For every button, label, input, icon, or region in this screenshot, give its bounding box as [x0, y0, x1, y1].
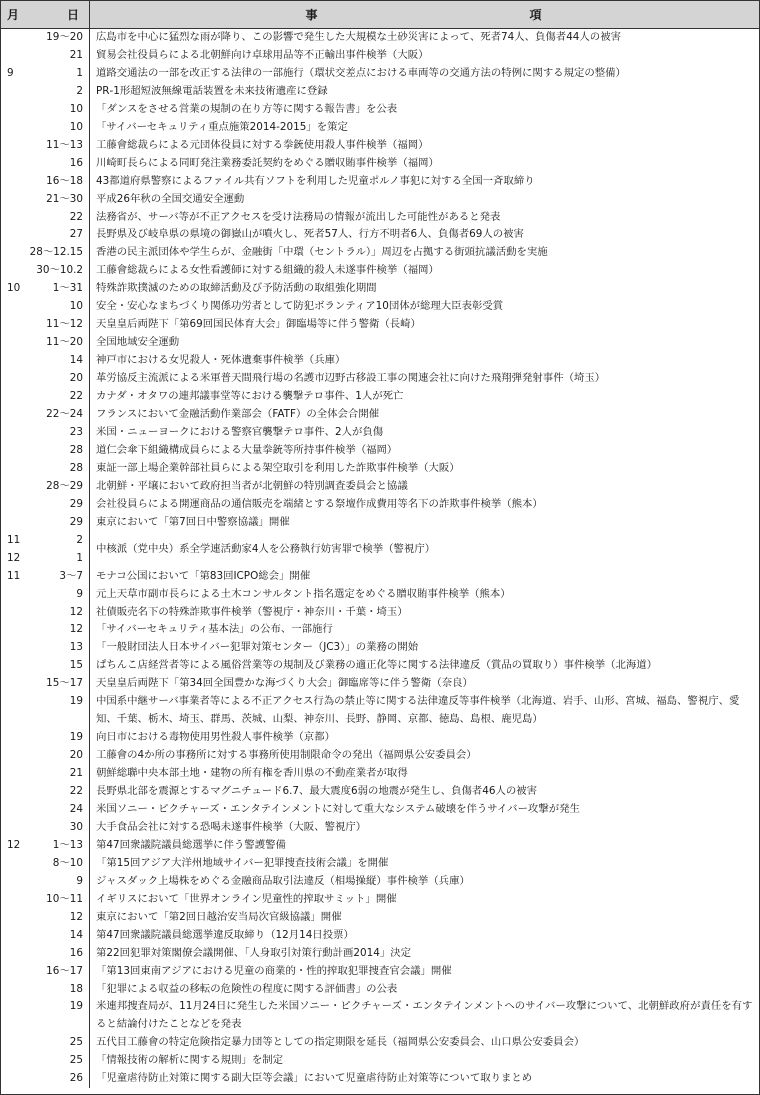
- event-cell: PR‐1形超短波無線電話装置を未来技術遺産に登録: [96, 84, 328, 97]
- table-row: [1, 568, 759, 586]
- date-cell: [1, 1034, 90, 1052]
- table-row: [1, 783, 759, 801]
- table-row: [1, 173, 759, 191]
- month-day-header: [1, 1, 90, 29]
- day-value: 15: [69, 659, 83, 672]
- date-cell: [1, 998, 90, 1034]
- day-value: 19: [69, 695, 83, 708]
- event-cell: 「犯罪による収益の移転の危険性の程度に関する評価書」の公表: [96, 982, 398, 995]
- day-value: 28: [69, 461, 83, 474]
- day-value: 10: [69, 300, 83, 313]
- date-cell: [1, 783, 90, 801]
- event-cell: 「サイバーセキュリティ重点施策2014‐2015」を策定: [96, 120, 348, 133]
- event-cell: 神戸市における女児殺人・死体遺棄事件検挙（兵庫）: [96, 354, 346, 367]
- date-cell: [1, 119, 90, 137]
- day-value: 2: [76, 84, 83, 97]
- event-cell: 長野県北部を震源とするマグニチュード6.7、最大震度6弱の地震が発生し、負傷者46人の被害: [96, 785, 538, 798]
- date-cell: [1, 442, 90, 460]
- event-cell: 東京において「第7回日中警察協議」開催: [96, 515, 290, 528]
- table-row: [1, 675, 759, 693]
- table-header-row: [1, 1, 759, 29]
- table-row: [1, 119, 759, 137]
- table-row: [1, 29, 759, 47]
- date-cell: [1, 209, 90, 227]
- day-value: 28～29: [46, 479, 83, 492]
- table-row: [1, 963, 759, 981]
- date-cell: [1, 1052, 90, 1070]
- day-value: 20: [69, 372, 83, 385]
- date-cell: [1, 478, 90, 496]
- event-cell: 社債販売名下の特殊詐欺事件検挙（警視庁・神奈川・千葉・埼玉）: [96, 605, 408, 618]
- day-value: 1: [76, 66, 83, 79]
- table-row: [1, 47, 759, 65]
- table-row: [1, 945, 759, 963]
- table-row: [1, 370, 759, 388]
- event-cell: カナダ・オタワの連邦議事堂等における襲撃テロ事件、1人が死亡: [96, 390, 404, 403]
- table-row: [1, 1052, 759, 1070]
- day-value: 28: [69, 443, 83, 456]
- date-cell: [1, 909, 90, 927]
- date-cell: [1, 65, 90, 83]
- date-cell: [1, 83, 90, 101]
- event-cell: 五代目工藤會の特定危険指定暴力団等としての指定期限を延長（福岡県公安委員会、山口県公安委員会）: [96, 1036, 585, 1049]
- event-cell: 特殊詐欺撲滅のための取締活動及び予防活動の取組強化期間: [96, 282, 377, 295]
- table-row: [1, 657, 759, 675]
- month-value: 11: [7, 569, 21, 582]
- month-header: 月: [7, 8, 20, 22]
- month-value: 12: [7, 838, 21, 851]
- event-cell: 工藤會総裁らによる元団体役員に対する拳銃使用殺人事件検挙（福岡）: [96, 138, 429, 151]
- table-row: [1, 1070, 759, 1088]
- date-cell: [1, 891, 90, 909]
- event-cell: 第22回犯罪対策閣僚会議開催、「人身取引対策行動計画2014」決定: [96, 946, 412, 959]
- date-cell: [1, 819, 90, 837]
- day-value: 1～31: [52, 282, 83, 295]
- day-value: 19: [69, 731, 83, 744]
- day-value: 15～17: [46, 677, 83, 690]
- event-cell: 朝鮮総聯中央本部土地・建物の所有権を香川県の不動産業者が取得: [96, 767, 408, 780]
- day-value: 11～20: [46, 336, 83, 349]
- table-body: [1, 29, 759, 1089]
- date-cell: [1, 855, 90, 873]
- event-cell: 43都道府県警察によるファイル共有ソフトを利用した児童ポルノ事犯に対する全国一斉取締り: [96, 174, 535, 187]
- day-value: 25: [69, 1054, 83, 1067]
- date-cell: [1, 460, 90, 478]
- day-value: 29: [69, 515, 83, 528]
- date-cell: [1, 514, 90, 532]
- date-cell: [1, 226, 90, 244]
- day-value: 22～24: [46, 408, 83, 421]
- event-cell: 道路交通法の一部を改正する法律の一部施行（環状交差点における車両等の交通方法の特例に関する規定の整備）: [96, 66, 626, 79]
- event-cell: ジャスダック上場株をめぐる金融商品取引法違反（相場操縦）事件検挙（兵庫）: [96, 874, 470, 887]
- day-value: 9: [76, 874, 83, 887]
- event-cell: 第47回衆議院議員総選挙違反取締り（12月14日投票）: [96, 928, 354, 941]
- date-cell: [1, 532, 90, 550]
- chronology-table: [1, 1, 759, 1088]
- table-row: [1, 765, 759, 783]
- event-cell: 安全・安心なまちづくり関係功労者として防犯ボランティア10団体が総理大臣表彰受賞: [96, 300, 504, 313]
- table-row: [1, 801, 759, 819]
- day-value: 20: [69, 749, 83, 762]
- table-row: [1, 532, 759, 550]
- event-cell: 「サイバーセキュリティ基本法」の公布、一部施行: [96, 623, 333, 636]
- table-row: [1, 262, 759, 280]
- table-row: [1, 927, 759, 945]
- event-cell: 「ダンスをさせる営業の規制の在り方等に関する報告書」を公表: [96, 102, 398, 115]
- day-value: 18: [69, 982, 83, 995]
- table-row: [1, 442, 759, 460]
- day-value: 30: [69, 820, 83, 833]
- date-cell: [1, 693, 90, 729]
- event-cell: ぱちんこ店経営者等による風俗営業等の規制及び業務の適正化等に関する法律違反（賞品の買取り）事件検挙（北海道）: [96, 659, 658, 672]
- event-cell: 川崎町長らによる同町発注業務委託契約をめぐる贈収賄事件検挙（福岡）: [96, 156, 439, 169]
- event-cell: 会社役員らによる開運商品の通信販売を端緒とする祭壇作成費用等名下の詐欺事件検挙（熊本）: [96, 497, 543, 510]
- date-cell: [1, 568, 90, 586]
- table-row: [1, 855, 759, 873]
- table-row: [1, 729, 759, 747]
- event-cell: 「情報技術の解析に関する規則」を制定: [96, 1054, 284, 1067]
- day-value: 11～13: [46, 138, 83, 151]
- date-cell: [1, 191, 90, 209]
- event-header-b: 項: [529, 8, 544, 22]
- day-value: 24: [69, 802, 83, 815]
- date-cell: [1, 639, 90, 657]
- date-cell: [1, 963, 90, 981]
- day-value: 14: [69, 928, 83, 941]
- table-row: [1, 693, 759, 729]
- day-value: 13: [69, 641, 83, 654]
- date-cell: [1, 388, 90, 406]
- event-cell: 工藤會総裁らによる女性看護師に対する組織的殺人未遂事件検挙（福岡）: [96, 264, 439, 277]
- table-row: [1, 83, 759, 101]
- event-cell: フランスにおいて金融活動作業部会（FATF）の全体会合開催: [96, 408, 380, 421]
- table-row: [1, 639, 759, 657]
- date-cell: [1, 496, 90, 514]
- event-cell: 東京において「第2回日越治安当局次官級協議」開催: [96, 910, 342, 923]
- day-value: 28～12.15: [29, 246, 83, 259]
- day-value: 23: [69, 425, 83, 438]
- date-cell: [1, 137, 90, 155]
- table-row: [1, 819, 759, 837]
- event-cell: 第47回衆議院議員総選挙に伴う警護警備: [96, 838, 286, 851]
- event-cell: 元上天草市副市長らによる土木コンサルタント指名選定をめぐる贈収賄事件検挙（熊本）: [96, 587, 511, 600]
- table-row: [1, 101, 759, 119]
- date-cell: [1, 280, 90, 298]
- date-cell: [1, 657, 90, 675]
- table-row: [1, 65, 759, 83]
- date-cell: [1, 981, 90, 999]
- day-value: 21: [69, 767, 83, 780]
- date-cell: [1, 370, 90, 388]
- event-cell: 東証一部上場企業幹部社員らによる架空取引を利用した詐欺事件検挙（大阪）: [96, 461, 460, 474]
- date-cell: [1, 406, 90, 424]
- date-cell: [1, 801, 90, 819]
- day-value: 30～10.2: [36, 264, 83, 277]
- day-value: 27: [69, 228, 83, 241]
- day-value: 16～18: [46, 174, 83, 187]
- day-value: 2: [76, 533, 83, 546]
- table-row: [1, 837, 759, 855]
- day-value: 12: [69, 605, 83, 618]
- event-cell: 中核派（党中央）系全学連活動家4人を公務執行妨害罪で検挙（警視庁）: [96, 542, 436, 555]
- table-row: [1, 586, 759, 604]
- event-cell: 北朝鮮・平壌において政府担当者が北朝鮮の特別調査委員会と協議: [96, 479, 408, 492]
- month-value: 10: [7, 282, 21, 295]
- date-cell: [1, 244, 90, 262]
- table-row: [1, 747, 759, 765]
- date-cell: [1, 101, 90, 119]
- table-row: [1, 891, 759, 909]
- date-cell: [1, 621, 90, 639]
- event-cell: 「一般財団法人日本サイバー犯罪対策センター（JC3）」の業務の開始: [96, 641, 419, 654]
- event-cell: 全国地域安全運動: [96, 336, 180, 349]
- day-value: 1: [76, 551, 83, 564]
- day-value: 9: [76, 587, 83, 600]
- table-row: [1, 909, 759, 927]
- day-value: 22: [69, 210, 83, 223]
- date-cell: [1, 334, 90, 352]
- event-cell: 中国系中継サーバ事業者等による不正アクセス行為の禁止等に関する法律違反等事件検挙（北海道、岩手、山形、宮城、福島、警視庁、愛知、千葉、栃木、埼玉、群馬、茨城、山梨、神奈川、長野、静岡、京都、徳島、島根、鹿児島）: [96, 695, 740, 726]
- date-cell: [1, 550, 90, 568]
- table-row: [1, 334, 759, 352]
- month-value: 9: [7, 66, 14, 79]
- date-cell: [1, 173, 90, 191]
- event-cell: 大手食品会社に対する恐喝未遂事件検挙（大阪、警視庁）: [96, 820, 367, 833]
- table-row: [1, 998, 759, 1034]
- table-row: [1, 316, 759, 334]
- event-cell: 米国・ニューヨークにおける警察官襲撃テロ事件、2人が負傷: [96, 425, 384, 438]
- event-cell: 道仁会傘下組織構成員らによる大量拳銃等所持事件検挙（福岡）: [96, 443, 398, 456]
- event-cell: 天皇皇后両陛下「第34回全国豊かな海づくり大会」御臨席等に伴う警衛（奈良）: [96, 677, 473, 690]
- date-cell: [1, 47, 90, 65]
- table-row: [1, 406, 759, 424]
- event-cell: 「第15回アジア大洋州地域サイバー犯罪捜査技術会議」を開催: [96, 856, 389, 869]
- date-cell: [1, 1070, 90, 1088]
- event-cell: イギリスにおいて「世界オンライン児童性的搾取サミット」開催: [96, 892, 397, 905]
- day-value: 29: [69, 497, 83, 510]
- day-value: 21: [69, 48, 83, 61]
- day-value: 16: [69, 156, 83, 169]
- date-cell: [1, 155, 90, 173]
- table-row: [1, 137, 759, 155]
- table-row: [1, 191, 759, 209]
- date-cell: [1, 262, 90, 280]
- event-cell: 平成26年秋の全国交通安全運動: [96, 192, 245, 205]
- event-header: [90, 1, 760, 29]
- event-cell: 「児童虐待防止対策に関する副大臣等会議」において児童虐待防止対策等について取りまとめ: [96, 1072, 533, 1085]
- day-value: 12: [69, 910, 83, 923]
- date-cell: [1, 747, 90, 765]
- table-row: [1, 424, 759, 442]
- date-cell: [1, 586, 90, 604]
- table-row: [1, 981, 759, 999]
- event-cell: 広島市を中心に猛烈な雨が降り、この影響で発生した大規模な土砂災害によって、死者74人、負傷者44人の被害: [96, 31, 621, 43]
- event-cell: 「第13回東南アジアにおける児童の商業的・性的搾取犯罪捜査官会議」開催: [96, 964, 452, 977]
- day-value: 12: [69, 623, 83, 636]
- table-row: [1, 388, 759, 406]
- date-cell: [1, 837, 90, 855]
- day-value: 10: [69, 102, 83, 115]
- day-value: 26: [69, 1072, 83, 1085]
- event-cell: 向日市における毒物使用男性殺人事件検挙（京都）: [96, 731, 335, 744]
- day-value: 11～12: [46, 318, 83, 331]
- date-cell: [1, 675, 90, 693]
- date-cell: [1, 29, 90, 47]
- date-cell: [1, 945, 90, 963]
- event-cell: 香港の民主派団体や学生らが、金融街「中環（セントラル）」周辺を占拠する街頭抗議活動を実施: [96, 246, 548, 259]
- date-cell: [1, 424, 90, 442]
- date-cell: [1, 729, 90, 747]
- day-value: 14: [69, 354, 83, 367]
- date-cell: [1, 604, 90, 622]
- date-cell: [1, 765, 90, 783]
- table-row: [1, 280, 759, 298]
- table-row: [1, 496, 759, 514]
- day-value: 10: [69, 120, 83, 133]
- day-value: 8～10: [52, 856, 83, 869]
- table-row: [1, 244, 759, 262]
- table-row: [1, 1034, 759, 1052]
- date-cell: [1, 298, 90, 316]
- event-cell: 天皇皇后両陛下「第69回国民体育大会」御臨場等に伴う警衛（長崎）: [96, 318, 421, 331]
- table-row: [1, 621, 759, 639]
- date-cell: [1, 316, 90, 334]
- event-cell: 工藤會の4か所の事務所に対する事務所使用制限命令の発出（福岡県公安委員会）: [96, 749, 477, 762]
- table-row: [1, 604, 759, 622]
- table-row: [1, 298, 759, 316]
- day-value: 19: [69, 1000, 83, 1013]
- day-value: 25: [69, 1036, 83, 1049]
- table-row: [1, 873, 759, 891]
- table-row: [1, 514, 759, 532]
- day-value: 16～17: [46, 964, 83, 977]
- month-value: 12: [7, 551, 21, 564]
- date-cell: [1, 352, 90, 370]
- day-value: 1～13: [52, 838, 83, 851]
- day-value: 10～11: [46, 892, 83, 905]
- day-value: 19～20: [46, 31, 83, 43]
- event-cell: 長野県及び岐阜県の県境の御嶽山が噴火し、死者57人、行方不明者6人、負傷者69人の被害: [96, 228, 524, 241]
- event-cell: 貿易会社役員らによる北朝鮮向け卓球用品等不正輸出事件検挙（大阪）: [96, 48, 429, 61]
- table-row: [1, 352, 759, 370]
- table-row: [1, 209, 759, 227]
- day-header: 日: [66, 8, 79, 22]
- table-row: [1, 226, 759, 244]
- event-cell: モナコ公国において「第83回ICPO総会」開催: [96, 569, 311, 582]
- day-value: 16: [69, 946, 83, 959]
- day-value: 21～30: [46, 192, 83, 205]
- event-cell: 革労協反主流派による米軍普天間飛行場の名護市辺野古移設工事の関連会社に向けた飛翔弾発射事件（埼玉）: [96, 372, 606, 385]
- event-cell: 法務省が、サーバ等が不正アクセスを受け法務局の情報が流出した可能性があると発表: [96, 210, 501, 223]
- month-value: 11: [7, 533, 21, 546]
- event-cell: 米国ソニー・ピクチャーズ・エンタテインメントに対して重大なシステム破壊を伴うサイバー攻撃が発生: [96, 802, 580, 815]
- event-cell: 米連邦捜査局が、11月24日に発生した米国ソニー・ピクチャーズ・エンタテインメントへのサイバー攻撃について、北朝鮮政府が責任を有すると結論付けたことなどを発表: [96, 1000, 753, 1031]
- table-row: [1, 478, 759, 496]
- day-value: 22: [69, 785, 83, 798]
- table-row: [1, 155, 759, 173]
- table-row: [1, 460, 759, 478]
- day-value: 3～7: [59, 569, 83, 582]
- event-header-a: 事: [305, 8, 320, 22]
- date-cell: [1, 927, 90, 945]
- day-value: 22: [69, 390, 83, 403]
- date-cell: [1, 873, 90, 891]
